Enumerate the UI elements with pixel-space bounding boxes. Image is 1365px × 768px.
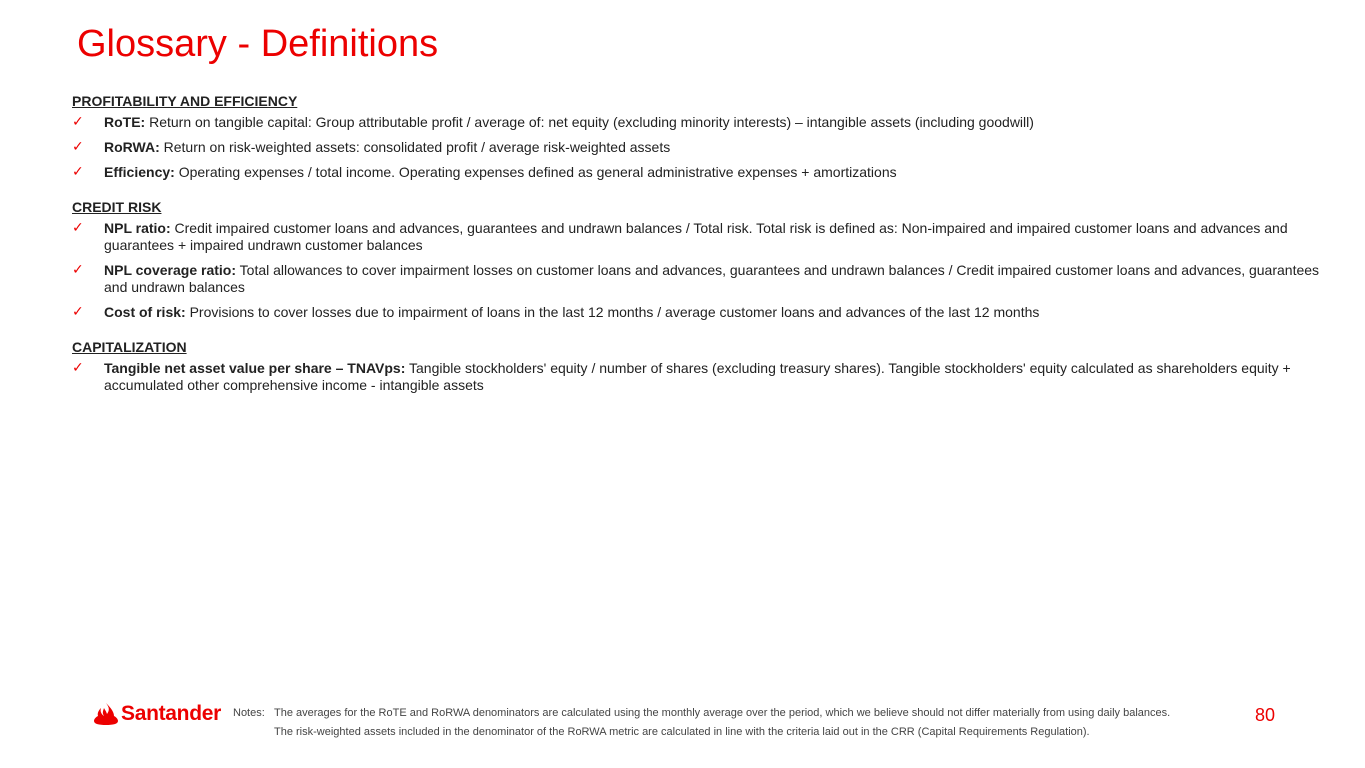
item-definition: Return on tangible capital: Group attributable profit / average of: net equity (excluding minority interests) – intangible assets (including goodwill) xyxy=(145,114,1034,130)
section-capitalization xyxy=(72,338,1342,394)
item-definition: Tangible stockholders' equity / number of shares (excluding treasury shares). Tangible stockholders' equity calculated as shareholders equity + accumulated other comprehensive income - intangible assets xyxy=(104,360,1291,393)
section-heading: PROFITABILITY AND EFFICIENCY xyxy=(72,93,298,109)
item-definition: Operating expenses / total income. Operating expenses defined as general administrative expenses + amortizations xyxy=(174,164,897,180)
checkmark-icon: ✓ xyxy=(72,304,84,320)
page-number: 80 xyxy=(1255,705,1276,725)
glossary-item-rorwa xyxy=(72,139,1342,156)
flame-icon xyxy=(93,702,119,726)
logo-text: Santander xyxy=(121,702,221,725)
santander-logo xyxy=(93,702,221,726)
notes-label: Notes: xyxy=(233,707,265,719)
item-term: RoTE: xyxy=(104,114,146,130)
note-line: The averages for the RoTE and RoRWA denominators are calculated using the monthly average over the period, which we believe should not differ materially from using daily balances. xyxy=(274,707,1171,719)
section-credit-risk xyxy=(72,198,1342,321)
checkmark-icon: ✓ xyxy=(72,164,84,180)
note-line: The risk-weighted assets included in the denominator of the RoRWA metric are calculated in line with the criteria laid out in the CRR (Capital Requirements Regulation). xyxy=(274,726,1090,738)
item-term: RoRWA: xyxy=(104,139,160,155)
glossary-item-rote xyxy=(72,114,1342,131)
checkmark-icon: ✓ xyxy=(72,114,84,130)
item-term: Tangible net asset value per share – TNAVps: xyxy=(104,360,406,376)
item-definition: Total allowances to cover impairment losses on customer loans and advances, guarantees and undrawn balances / Credit impaired customer loans and advances, guarantees and undrawn balances xyxy=(104,262,1320,295)
checkmark-icon: ✓ xyxy=(72,262,84,278)
item-term: NPL coverage ratio: xyxy=(104,262,237,278)
checkmark-icon: ✓ xyxy=(72,360,84,376)
notes-body xyxy=(274,706,1233,739)
glossary-item-tnavps xyxy=(72,360,1342,394)
glossary-item-npl-ratio xyxy=(72,220,1342,254)
section-heading: CAPITALIZATION xyxy=(72,339,187,355)
item-definition: Credit impaired customer loans and advances, guarantees and undrawn balances / Total risk. Total risk is defined as: Non-impaired and impaired customer loans and advances and guarantees + impaired undrawn customer balances xyxy=(104,220,1288,253)
checkmark-icon: ✓ xyxy=(72,139,84,155)
checkmark-icon: ✓ xyxy=(72,220,84,236)
item-term: Cost of risk: xyxy=(104,304,186,320)
section-profitability xyxy=(72,92,1342,181)
item-definition: Provisions to cover losses due to impairment of loans in the last 12 months / average customer loans and advances of the last 12 months xyxy=(185,304,1040,320)
page-title: Glossary - Definitions xyxy=(77,23,439,65)
footer-notes xyxy=(233,706,1233,744)
glossary-item-npl-coverage xyxy=(72,262,1342,296)
item-term: NPL ratio: xyxy=(104,220,171,236)
section-heading: CREDIT RISK xyxy=(72,199,162,215)
glossary-item-efficiency xyxy=(72,164,1342,181)
glossary-item-cost-of-risk xyxy=(72,304,1342,321)
glossary-content xyxy=(72,92,1342,411)
item-term: Efficiency: xyxy=(104,164,175,180)
item-definition: Return on risk-weighted assets: consolidated profit / average risk-weighted assets xyxy=(159,139,671,155)
